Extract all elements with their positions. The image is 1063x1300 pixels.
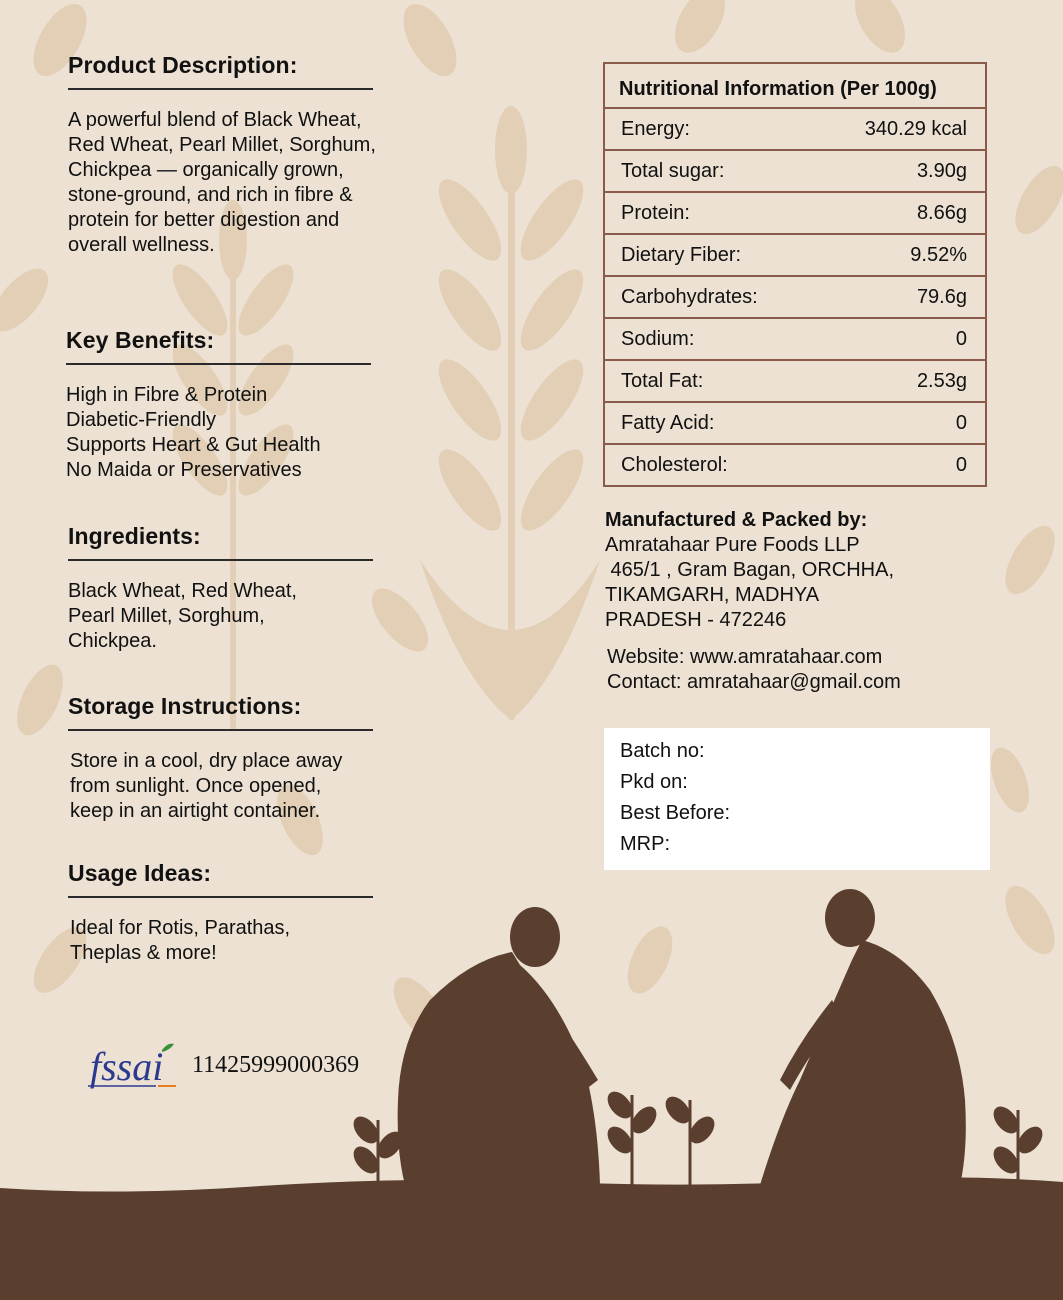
storage-text xyxy=(70,749,373,824)
nutrient-value: 0 xyxy=(955,327,967,350)
storage-line: from sunlight. Once opened, xyxy=(70,775,322,797)
ground-silhouette xyxy=(0,1177,1063,1300)
benefits-section xyxy=(66,327,371,483)
nutrient-value: 0 xyxy=(955,453,967,476)
ingredients-line: Pearl Millet, Sorghum, xyxy=(68,605,265,627)
description-line: stone-ground, and rich in fibre & xyxy=(68,184,353,206)
usage-text xyxy=(70,916,373,966)
manufacturer-label: Manufactured & Packed by: xyxy=(605,509,868,531)
packed-on-label: Pkd on: xyxy=(620,771,688,793)
farmer-silhouette-right xyxy=(760,889,966,1185)
benefit-item: No Maida or Preservatives xyxy=(66,459,302,481)
fssai-logo xyxy=(88,1040,176,1090)
benefit-item: High in Fibre & Protein xyxy=(66,384,268,406)
nutrient-value: 79.6g xyxy=(916,285,967,308)
nutrient-label: Cholesterol: xyxy=(621,453,728,476)
manufacturer-line: PRADESH - 472246 xyxy=(605,609,787,631)
storage-line: Store in a cool, dry place away xyxy=(70,750,343,772)
nutrient-label: Total Fat: xyxy=(621,369,704,392)
farmer-silhouette-left xyxy=(398,907,600,1185)
nutrition-row xyxy=(605,403,985,445)
description-line: overall wellness. xyxy=(68,234,215,256)
nutrition-row xyxy=(605,445,985,485)
nutrition-row xyxy=(605,151,985,193)
usage-line: Theplas & more! xyxy=(70,942,217,964)
usage-section xyxy=(68,860,373,966)
mrp-label: MRP: xyxy=(620,833,670,855)
batch-info-box xyxy=(604,728,990,870)
fssai-number: 11425999000369 xyxy=(192,1051,360,1078)
description-heading: Product Description: xyxy=(68,52,373,90)
ingredients-line: Black Wheat, Red Wheat, xyxy=(68,580,297,602)
nutrition-row xyxy=(605,319,985,361)
contact-block xyxy=(607,645,901,695)
nutrition-row xyxy=(605,235,985,277)
ingredients-heading: Ingredients: xyxy=(68,523,373,561)
nutrient-label: Protein: xyxy=(621,201,690,224)
batch-no-label: Batch no: xyxy=(620,740,705,762)
email-text: Contact: amratahaar@gmail.com xyxy=(607,671,901,693)
nutrient-label: Energy: xyxy=(621,117,690,140)
description-line: A powerful blend of Black Wheat, xyxy=(68,109,362,131)
manufacturer-line: Amratahaar Pure Foods LLP xyxy=(605,534,860,556)
nutrient-value: 3.90g xyxy=(916,159,967,182)
description-line: protein for better digestion and xyxy=(68,209,340,231)
fssai-license xyxy=(88,1040,359,1090)
description-section xyxy=(68,52,376,258)
nutrient-value: 8.66g xyxy=(916,201,967,224)
nutrition-title: Nutritional Information (Per 100g) xyxy=(605,64,985,109)
description-line: Red Wheat, Pearl Millet, Sorghum, xyxy=(68,134,376,156)
storage-line: keep in an airtight container. xyxy=(70,800,321,822)
best-before-label: Best Before: xyxy=(620,802,731,824)
ingredients-line: Chickpea. xyxy=(68,630,157,652)
nutrition-row xyxy=(605,109,985,151)
description-text xyxy=(68,108,376,258)
ingredients-section xyxy=(68,523,373,654)
description-line: Chickpea — organically grown, xyxy=(68,159,344,181)
manufacturer-line: 465/1 , Gram Bagan, ORCHHA, xyxy=(605,559,895,581)
benefits-list xyxy=(66,383,371,483)
nutrient-label: Carbohydrates: xyxy=(621,285,758,308)
benefit-item: Diabetic-Friendly xyxy=(66,409,217,431)
usage-line: Ideal for Rotis, Parathas, xyxy=(70,917,291,939)
nutrient-label: Dietary Fiber: xyxy=(621,243,742,266)
ingredients-text xyxy=(68,579,373,654)
nutrient-value: 9.52% xyxy=(910,243,967,266)
nutrient-value: 340.29 kcal xyxy=(864,117,967,140)
manufacturer-line: TIKAMGARH, MADHYA xyxy=(605,584,820,606)
benefits-heading: Key Benefits: xyxy=(66,327,371,365)
svg-text:fssai: fssai xyxy=(90,1044,164,1089)
nutrient-label: Total sugar: xyxy=(621,159,725,182)
nutrition-row xyxy=(605,277,985,319)
storage-heading: Storage Instructions: xyxy=(68,693,373,731)
nutrient-label: Sodium: xyxy=(621,327,695,350)
website-text: Website: www.amratahaar.com xyxy=(607,646,883,668)
usage-heading: Usage Ideas: xyxy=(68,860,373,898)
manufacturer-block xyxy=(605,508,894,633)
storage-section xyxy=(68,693,373,824)
nutrition-row xyxy=(605,361,985,403)
nutrient-value: 0 xyxy=(955,411,967,434)
benefit-item: Supports Heart & Gut Health xyxy=(66,434,321,456)
nutrition-row xyxy=(605,193,985,235)
nutrient-label: Fatty Acid: xyxy=(621,411,715,434)
nutrition-table xyxy=(603,62,987,487)
nutrient-value: 2.53g xyxy=(916,369,967,392)
